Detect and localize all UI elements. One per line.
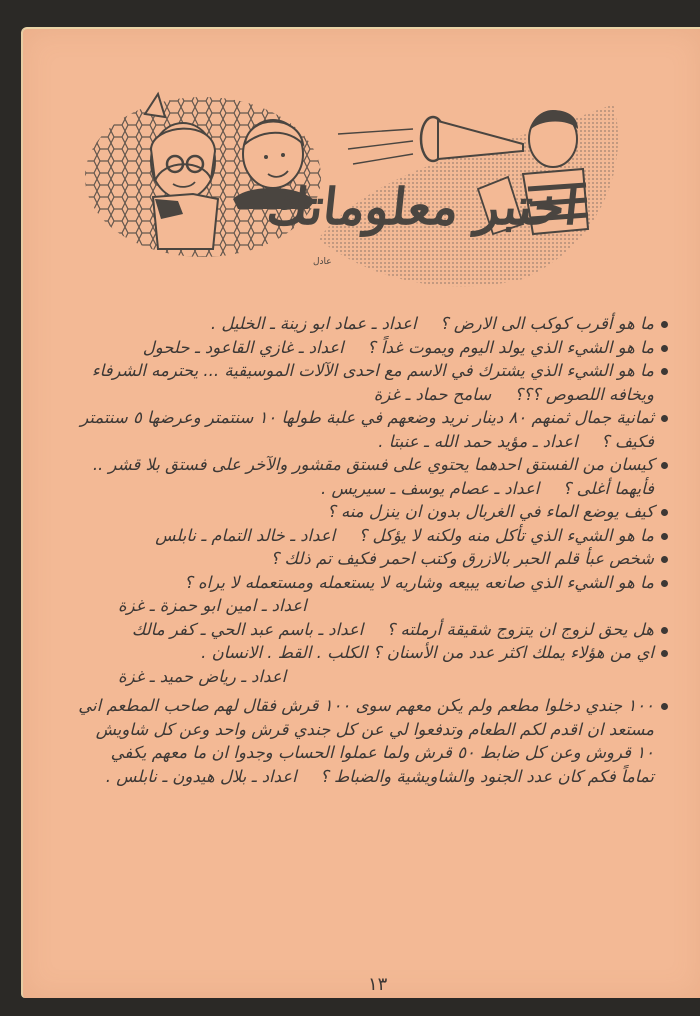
question-credit: اعداد ـ عصام يوسف ـ سيريس . bbox=[321, 478, 540, 498]
question-item bbox=[78, 336, 668, 360]
question-item bbox=[78, 359, 668, 406]
quiz-questions bbox=[78, 312, 668, 788]
question-credit: سامح حماد ـ غزة bbox=[373, 384, 492, 404]
question-text: ما هو أقرب كوكب الى الارض ؟ bbox=[439, 314, 654, 333]
bullet-icon bbox=[661, 533, 668, 540]
bullet-icon bbox=[661, 368, 668, 375]
question-item bbox=[78, 453, 668, 500]
artist-signature: عادل bbox=[313, 257, 332, 267]
question-item bbox=[78, 312, 668, 336]
question-credit: اعداد ـ مؤيد حمد الله ـ عنبتا . bbox=[378, 431, 578, 451]
question-credit: اعداد ـ غازي القاعود ـ حلحول bbox=[142, 337, 344, 357]
question-text: ١٠٠ جندي دخلوا مطعم ولم يكن معهم سوى ١٠٠ قرش فقال لهم صاحب المطعم اني مستعد ان اقدم لكم الطعام وتدفعوا لي عن كل جندي قرش واحد وعن كل شاويش ١٠ قروش وعن كل ضابط ٥٠ قرش ولما عملوا الحساب وجدوا ان ما معهم يكفي تماماً فكم كان عدد الجنود والشاويشية والضباط ؟ bbox=[78, 696, 654, 786]
question-text: ما هو الشيء الذي يشترك في الاسم مع احدى الآلات الموسيقية ... يحترمه الشرفاء ويخافه اللصوص ؟؟؟ bbox=[91, 361, 654, 404]
question-item bbox=[78, 618, 668, 642]
question-text: كيسان من الفستق احدهما يحتوي على فستق مقشور والآخر على فستق بلا قشر .. فأيهما أغلى ؟ bbox=[92, 455, 654, 498]
question-text: ما هو الشيء الذي يولد اليوم ويموت غداً ؟ bbox=[366, 337, 654, 357]
question-credit: اعداد ـ باسم عبد الحي ـ كفر مالك bbox=[131, 619, 364, 639]
question-credit: اعداد ـ امين ابو حمزة ـ غزة bbox=[118, 596, 307, 615]
bullet-icon bbox=[661, 556, 668, 563]
question-item bbox=[78, 571, 668, 595]
page-number: ١٣ bbox=[368, 974, 388, 995]
question-credit: اعداد ـ خالد التمام ـ نابلس bbox=[155, 525, 336, 545]
question-text: كيف يوضع الماء في الغربال بدون ان ينزل منه ؟ bbox=[326, 502, 654, 521]
bullet-icon bbox=[661, 580, 668, 587]
question-text: هل يحق لزوج ان يتزوج شقيقة أرملته ؟ bbox=[386, 619, 654, 639]
bullet-icon bbox=[661, 703, 668, 710]
question-item bbox=[78, 500, 668, 524]
question-text: ثمانية جمال ثمنهم ٨٠ دينار نريد وضعهم في علبة طولها ١٠ سنتمتر وعرضها ٥ سنتمتر فكيف ؟ bbox=[80, 408, 654, 451]
question-item bbox=[78, 406, 668, 453]
question-text: ما هو الشيء الذي تأكل منه ولكنه لا يؤكل ؟ bbox=[358, 525, 654, 545]
question-text: ما هو الشيء الذي صانعه يبيعه وشاريه لا يستعمله ومستعمله لا يراه ؟ bbox=[184, 572, 654, 592]
bullet-icon bbox=[661, 415, 668, 422]
bullet-icon bbox=[661, 321, 668, 328]
question-item bbox=[78, 641, 668, 665]
question-item bbox=[78, 547, 668, 571]
bullet-icon bbox=[661, 345, 668, 352]
page-title: اختبر معلوماتك bbox=[264, 177, 582, 236]
bullet-icon bbox=[661, 650, 668, 657]
bullet-icon bbox=[661, 627, 668, 634]
bullet-icon bbox=[661, 462, 668, 469]
question-text: اي من هؤلاء يملك اكثر عدد من الأسنان ؟ الكلب . القط . الانسان . bbox=[201, 643, 654, 662]
question-credit: اعداد ـ بلال هيدون ـ نابلس . bbox=[105, 766, 297, 786]
question-item bbox=[78, 524, 668, 548]
question-text: شخص عبأ قلم الحبر بالازرق وكتب احمر فكيف تم ذلك ؟ bbox=[270, 549, 654, 568]
question-credit: اعداد ـ رياض حميد ـ غزة bbox=[118, 666, 287, 686]
bullet-icon bbox=[661, 509, 668, 516]
question-item bbox=[78, 694, 668, 788]
question-credit: اعداد ـ عماد ابو زينة ـ الخليل . bbox=[210, 314, 417, 333]
magazine-page bbox=[21, 27, 700, 998]
